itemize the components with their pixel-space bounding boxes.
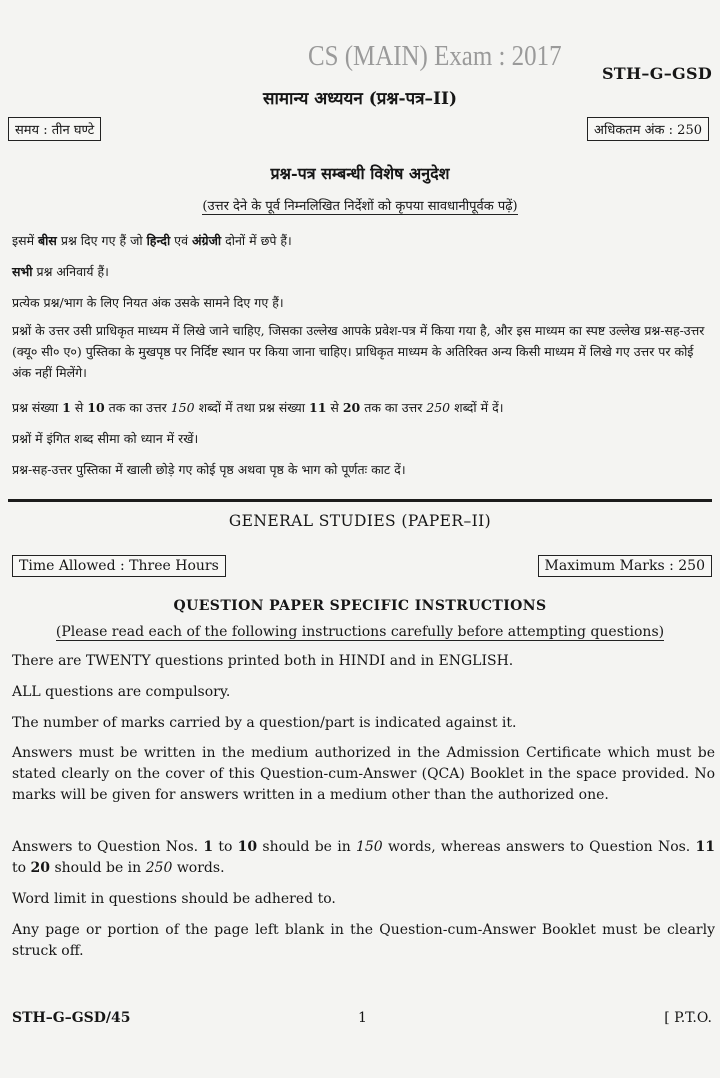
- hindi-instruction-4: प्रश्नों के उत्तर उसी प्राधिकृत माध्यम में लिखे जाने चाहिए, जिसका उल्लेख आपके प्रवेश-पत्र में किया गया है, और इस माध्यम का स्पष्ट उल्लेख प्रश्न-सह-उत्तर (क्यू० सी० ए०) पुस्तिका के मुखपृष्ठ पर निर्दिष्ट स्थान पर किया जाना चाहिए। प्राधिकृत माध्यम के अतिरिक्त अन्य किसी माध्यम में लिखे गए उत्तर पर कोई अंक नहीं मिलेंगे।: [12, 323, 705, 380]
- hindi-text: शब्दों में तथा प्रश्न संख्या: [194, 400, 309, 415]
- english-text: should be in: [50, 860, 146, 876]
- hindi-text: तक का उत्तर: [104, 400, 171, 415]
- hindi-italic-text: 150: [170, 400, 195, 415]
- english-instruction-7: Any page or portion of the page left blank in the Question-cum-Answer Booklet must be clearly struck off.: [12, 922, 715, 959]
- paper-title-english: GENERAL STUDIES (PAPER–II): [228, 512, 492, 530]
- hindi-bold-text: 1: [62, 400, 71, 415]
- exam-watermark: CS (MAIN) Exam : 2017: [308, 40, 562, 72]
- hindi-italic-text: 250: [426, 400, 451, 415]
- hindi-text: से: [70, 400, 88, 415]
- english-text: to: [213, 839, 238, 855]
- english-text: words.: [172, 860, 225, 876]
- english-instruction-6: Word limit in questions should be adhered to.: [12, 891, 336, 907]
- paper-title-hindi: सामान्य अध्ययन (प्रश्न-पत्र–II): [263, 89, 457, 109]
- english-italic-text: 150: [355, 839, 383, 855]
- english-instruction-3: The number of marks carried by a question/part is indicated against it.: [12, 715, 517, 731]
- hindi-bold-text: 10: [87, 400, 105, 415]
- english-text: to: [12, 860, 31, 876]
- hindi-instruction-5: [12, 397, 712, 418]
- hindi-bold-text: अंग्रेजी: [192, 233, 222, 248]
- english-instruction-5: [12, 837, 715, 879]
- hindi-text: प्रश्न दिए गए हैं जो: [56, 233, 147, 248]
- time-allowed-hindi: समय : तीन घण्टे: [8, 117, 101, 141]
- paper-code: STH–G–GSD: [601, 64, 712, 83]
- hindi-instruction-6: प्रश्नों में इंगित शब्द सीमा को ध्यान में रखें।: [12, 431, 199, 446]
- english-text: words, whereas answers to Question Nos.: [382, 839, 696, 855]
- section-divider: [8, 499, 712, 502]
- hindi-instruction-3: प्रत्येक प्रश्न/भाग के लिए नियत अंक उसके सामने दिए गए हैं।: [12, 295, 284, 310]
- instructions-subheading-hindi: [0, 196, 720, 214]
- english-text: Answers to Question Nos.: [12, 839, 204, 855]
- hindi-bold-text: बीस: [38, 233, 57, 248]
- footer-paper-code: STH–G–GSD/45: [12, 1010, 131, 1026]
- instructions-subheading-english-text: (Please read each of the following instructions carefully before attempting questions): [55, 624, 665, 640]
- instructions-heading-english: QUESTION PAPER SPECIFIC INSTRUCTIONS: [173, 598, 547, 614]
- english-italic-text: 250: [145, 860, 173, 876]
- hindi-bold-text: सभी: [12, 264, 33, 279]
- maximum-marks-english: Maximum Marks : 250: [538, 555, 712, 577]
- hindi-instruction-7: प्रश्न-सह-उत्तर पुस्तिका में खाली छोड़े गए कोई पृष्ठ अथवा पृष्ठ के भाग को पूर्णतः काट दें।: [12, 462, 406, 477]
- hindi-instruction-1: [12, 230, 712, 251]
- english-instruction-4: Answers must be written in the medium authorized in the Admission Certificate which must be stated clearly on the cover of this Question-cum-Answer (QCA) Booklet in the space provided. No marks will be given for answers written in a medium other than the authorized one.: [12, 745, 715, 803]
- time-allowed-english: Time Allowed : Three Hours: [12, 555, 226, 577]
- hindi-text: प्रश्न संख्या: [12, 400, 63, 415]
- hindi-text: तक का उत्तर: [360, 400, 427, 415]
- footer-pto: [ P.T.O.: [664, 1010, 712, 1026]
- english-instruction-2: ALL questions are compulsory.: [12, 684, 231, 700]
- hindi-text: दोनों में छपे हैं।: [221, 233, 292, 248]
- hindi-text: शब्दों में दें।: [450, 400, 504, 415]
- instructions-heading-hindi: प्रश्न-पत्र सम्बन्धी विशेष अनुदेश: [270, 164, 450, 183]
- english-instruction-1: There are TWENTY questions printed both in HINDI and in ENGLISH.: [12, 653, 514, 669]
- hindi-bold-text: 11: [309, 400, 327, 415]
- hindi-bold-text: हिन्दी: [146, 233, 171, 248]
- hindi-text: एवं: [170, 233, 192, 248]
- english-text: should be in: [257, 839, 356, 855]
- instructions-subheading-english: [32, 624, 688, 640]
- hindi-text: से: [326, 400, 343, 415]
- english-bold-text: 20: [30, 860, 50, 876]
- maximum-marks-hindi: अधिकतम अंक : 250: [587, 117, 709, 141]
- english-bold-text: 11: [695, 839, 715, 855]
- hindi-text: इसमें: [12, 233, 39, 248]
- hindi-bold-text: 20: [342, 400, 361, 415]
- footer-page-number: 1: [358, 1010, 367, 1026]
- hindi-instruction-2: [12, 261, 712, 282]
- instructions-subheading-hindi-text: (उत्तर देने के पूर्व निम्नलिखित निर्देशों को कृपया सावधानीपूर्वक पढ़ें): [202, 199, 518, 214]
- english-bold-text: 1: [203, 839, 214, 855]
- hindi-text: प्रश्न अनिवार्य हैं।: [32, 264, 109, 279]
- english-bold-text: 10: [237, 839, 258, 855]
